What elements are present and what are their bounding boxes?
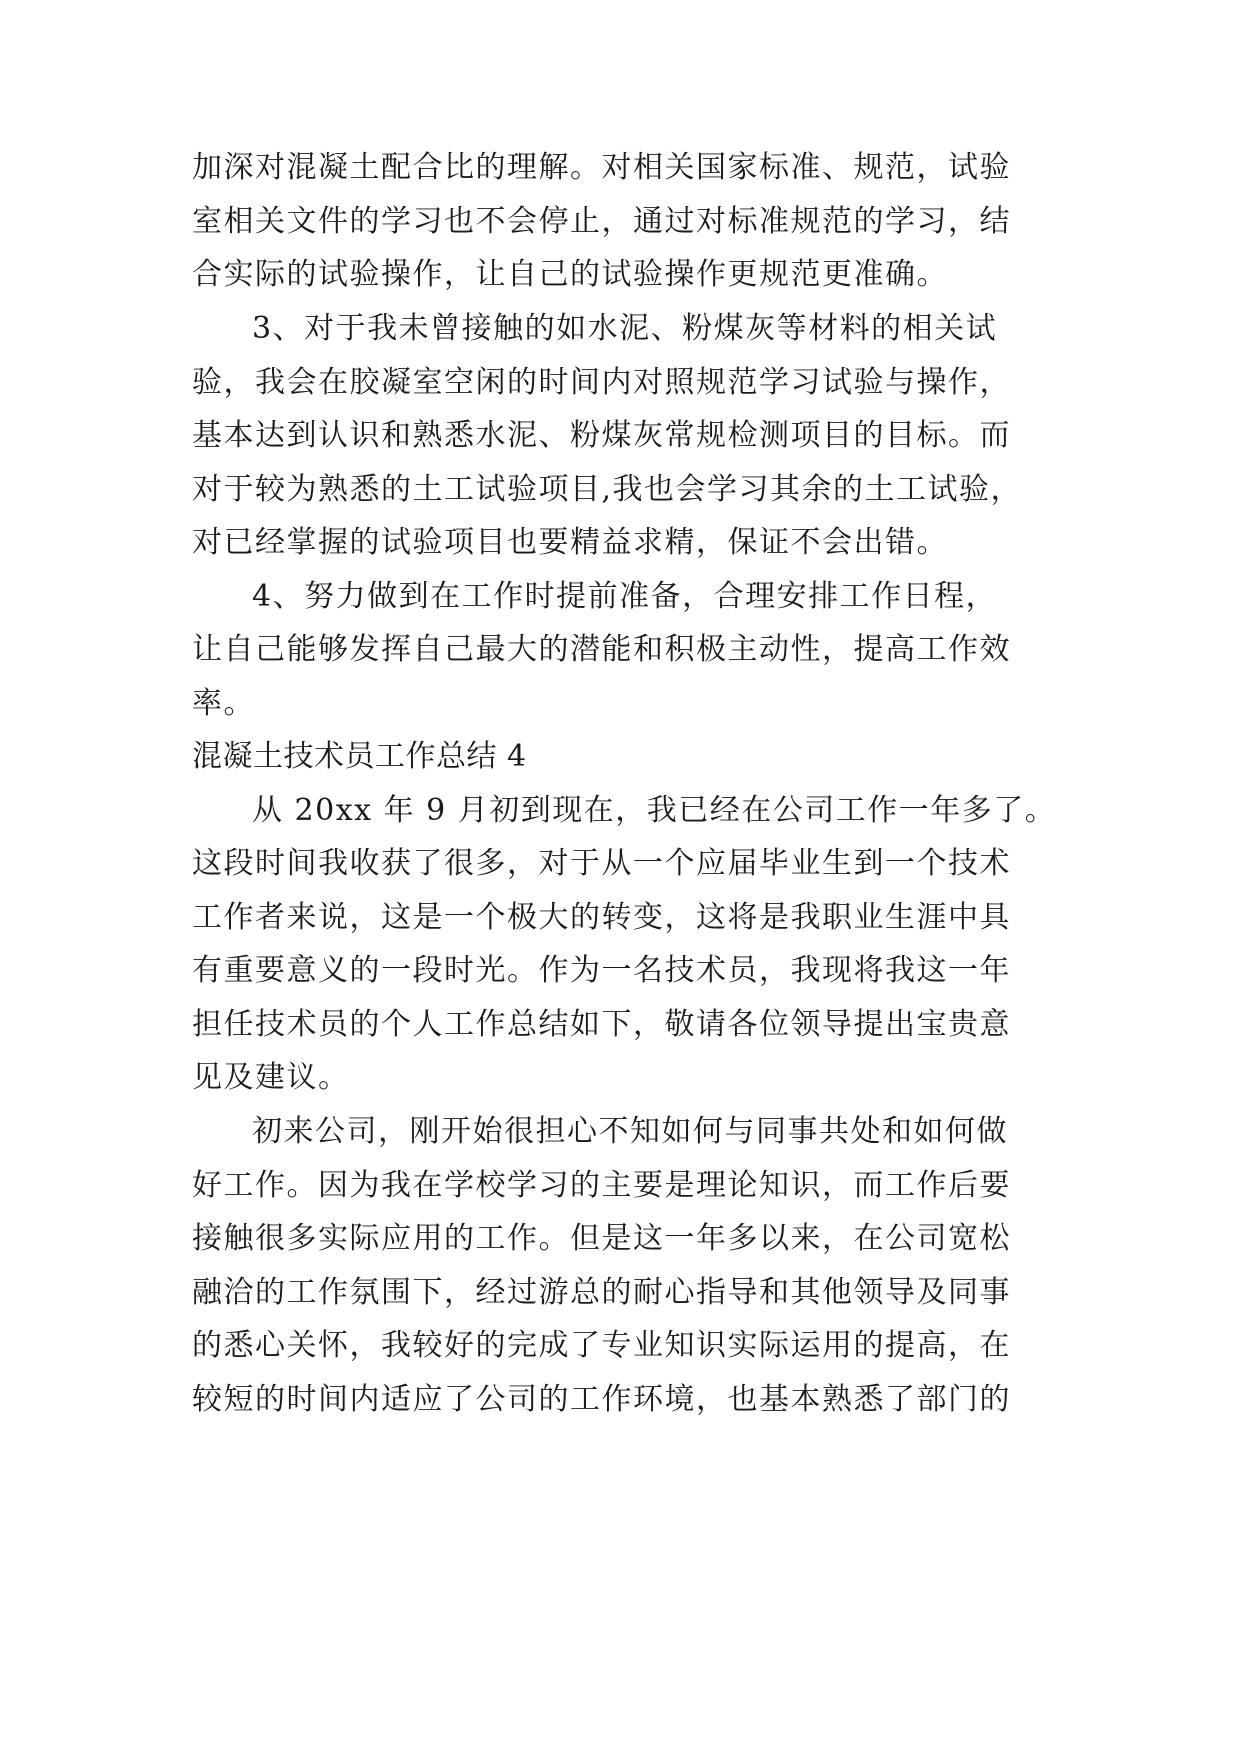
- text-line: 好工作。因为我在学校学习的主要是理论知识，而工作后要: [192, 1168, 1011, 1203]
- text-line: 融洽的工作氛围下，经过游总的耐心指导和其他领导及同事: [192, 1275, 1011, 1310]
- text-line: 室相关文件的学习也不会停止，通过对标准规范的学习，结: [192, 204, 1011, 239]
- text-line: 基本达到认识和熟悉水泥、粉煤灰常规检测项目的目标。而: [192, 418, 1011, 453]
- text-line: 见及建议。: [192, 1060, 350, 1095]
- text-line: 验，我会在胶凝室空闲的时间内对照规范学习试验与操作，: [192, 365, 1011, 400]
- text-line: 3、对于我未曾接触的如水泥、粉煤灰等材料的相关试: [252, 311, 998, 346]
- text-line: 让自己能够发挥自己最大的潜能和积极主动性，提高工作效: [192, 632, 1011, 667]
- text-line: 这段时间我收获了很多，对于从一个应届毕业生到一个技术: [192, 846, 1011, 881]
- text-line: 担任技术员的个人工作总结如下，敬请各位领导提出宝贵意: [192, 1007, 1011, 1042]
- section-heading: 混凝土技术员工作总结 4: [192, 739, 527, 774]
- text-line: 有重要意义的一段时光。作为一名技术员，我现将我这一年: [192, 953, 1011, 988]
- text-line: 较短的时间内适应了公司的工作环境，也基本熟悉了部门的: [192, 1382, 1011, 1417]
- text-line: 加深对混凝土配合比的理解。对相关国家标准、规范，试验: [192, 150, 1011, 185]
- text-line: 接触很多实际应用的工作。但是这一年多以来，在公司宽松: [192, 1221, 1011, 1256]
- text-line: 对于较为熟悉的土工试验项目,我也会学习其余的土工试验，: [192, 472, 1023, 507]
- text-line: 初来公司，刚开始很担心不知如何与同事共处和如何做: [252, 1114, 1008, 1149]
- text-line: 工作者来说，这是一个极大的转变，这将是我职业生涯中具: [192, 900, 1011, 935]
- text-line: 的悉心关怀，我较好的完成了专业知识实际运用的提高，在: [192, 1328, 1011, 1363]
- text-line: 合实际的试验操作，让自己的试验操作更规范更准确。: [192, 257, 948, 292]
- text-line: 4、努力做到在工作时提前准备，合理安排工作日程，: [252, 579, 998, 614]
- text-line: 从 20xx 年 9 月初到现在，我已经在公司工作一年多了。: [252, 793, 1057, 828]
- text-line: 率。: [192, 686, 255, 721]
- text-line: 对已经掌握的试验项目也要精益求精，保证不会出错。: [192, 525, 948, 560]
